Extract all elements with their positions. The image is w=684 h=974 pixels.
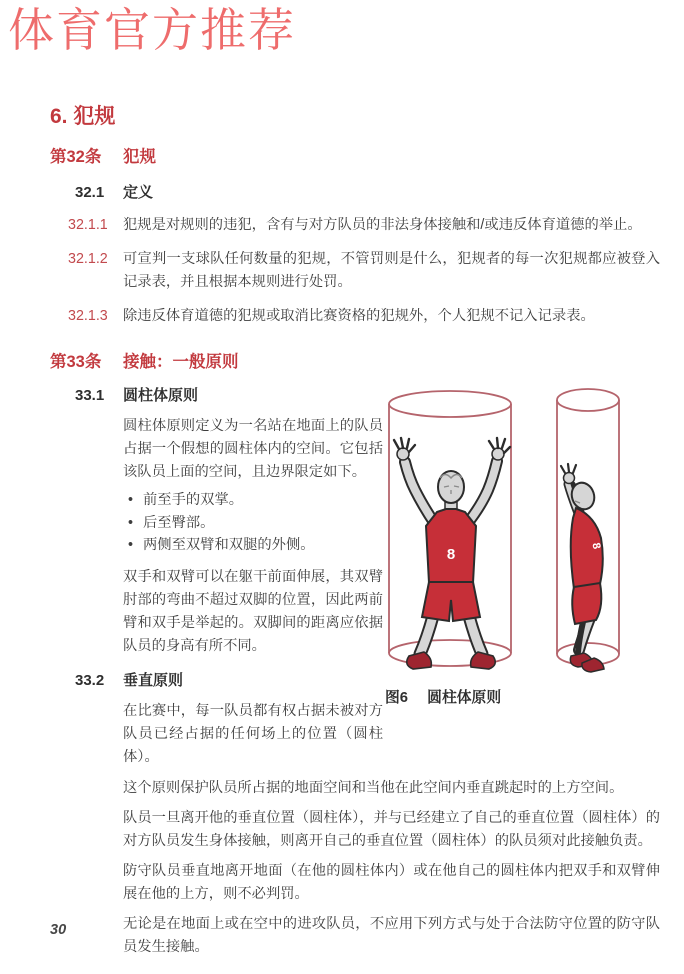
bullet-text-front: 前至手的双掌。 <box>143 492 244 508</box>
defender-jump-text: 防守队员垂直地离开地面（在他的圆柱体内）或在他自己的圆柱体内把双手和双臂伸展在他的上方，则不必判罚。 <box>123 862 660 902</box>
text-and-figure-zone <box>50 386 660 769</box>
clause-32-1-1-text: 犯规是对规则的违犯，含有与对方队员的非法身体接触和/或违反体育道德的举止。 <box>123 217 642 233</box>
section-33-2-heading <box>50 671 383 691</box>
verticality-paragraphs <box>50 777 660 959</box>
jersey-number-front: 8 <box>446 546 456 563</box>
article-33-label: 第33条 <box>50 353 102 371</box>
shoe-left <box>407 652 432 669</box>
article-33-title: 接触：一般原则 <box>123 353 239 371</box>
section-33-2-number: 33.2 <box>75 671 105 689</box>
section-32-1-heading <box>50 183 660 203</box>
figure-cylinder-illustration <box>385 386 621 676</box>
ground-space-text: 这个原则保护队员所占据的地面空间和当他在此空间内垂直跳起时的上方空间。 <box>123 779 624 796</box>
defender-jump-paragraph <box>50 860 660 906</box>
arms-extension-text: 双手和双臂可以在躯干前面伸展，其双臂肘部的弯曲不超过双脚的位置，因此两前臂和双手是举起的。双脚间的距离应依据队员的身高有所不同。 <box>123 568 383 654</box>
hand-profile <box>561 464 576 484</box>
player-profile-figure <box>561 464 604 672</box>
article-32-label: 第32条 <box>50 148 102 166</box>
bullet-item-rear <box>50 512 383 535</box>
section-33-1-title: 圆柱体原则 <box>123 387 199 404</box>
hand-left <box>394 438 415 460</box>
page-number: 30 <box>50 922 67 938</box>
section-32-1-number: 32.1 <box>75 184 105 201</box>
player-profile-shorts <box>572 583 601 624</box>
bullet-text-rear: 后至臀部。 <box>143 514 215 531</box>
figure-caption-label: 图6 <box>385 690 409 706</box>
clause-32-1-3-text: 除违反体育道德的犯规或取消比赛资格的犯规外，个人犯规不记入记录表。 <box>123 308 595 324</box>
leaving-cylinder-text: 队员一旦离开他的垂直位置（圆柱体），并与已经建立了自己的垂直位置（圆柱体）的对方队员发生身体接触，则离开自己的垂直位置（圆柱体）的队员须对此接触负责。 <box>123 809 660 849</box>
article-32-heading <box>50 147 660 168</box>
bullet-item-sides <box>50 534 383 557</box>
clause-32-1-2-text: 可宣判一支球队任何数量的犯规，不管罚则是什么，犯规者的每一次犯规都应被登入记录表，并且根据本规则进行处罚。 <box>123 251 660 290</box>
verticality-right-text: 在比赛中，每一队员都有权占据未被对方队员已经占据的任何场上的位置（圆柱体）。 <box>123 702 383 765</box>
jersey-number-profile: 8 <box>589 541 603 551</box>
clause-32-1-1 <box>50 214 660 237</box>
arms-extension-paragraph <box>50 566 383 658</box>
offense-contact-text: 无论是在地面上或在空中的进攻队员，不应用下列方式与处于合法防守位置的防守队员发生接触。 <box>123 915 660 955</box>
section-32-1-title: 定义 <box>123 184 154 201</box>
section-33-1-number: 33.1 <box>75 387 105 404</box>
cylinder-definition-paragraph <box>50 415 383 484</box>
clause-32-1-3 <box>50 305 660 328</box>
bullet-dot-icon: • <box>128 492 134 508</box>
bullet-dot-icon: • <box>128 537 134 553</box>
offense-contact-paragraph <box>50 913 660 959</box>
leaving-cylinder-paragraph <box>50 807 660 853</box>
clause-32-1-1-number: 32.1.1 <box>68 217 108 233</box>
bullet-dot-icon: • <box>128 514 134 531</box>
chapter-title: 6. 犯规 <box>50 105 116 128</box>
figure-column <box>383 386 634 769</box>
cylinder-definition-text: 圆柱体原则定义为一名站在地面上的队员占据一个假想的圆柱体内的空间。它包括该队员上面的空间，且边界限定如下。 <box>123 418 383 480</box>
article-32-title: 犯规 <box>123 148 156 166</box>
figure-caption <box>385 686 634 707</box>
clause-32-1-3-number: 32.1.3 <box>68 308 108 324</box>
hand-right <box>489 438 510 460</box>
page-content <box>50 104 660 959</box>
shoe-right <box>471 652 496 669</box>
section-33-1-heading <box>50 386 383 406</box>
verticality-right-paragraph <box>50 700 383 769</box>
article-33-heading <box>50 352 660 373</box>
bullet-text-sides: 两侧至双臂和双腿的外侧。 <box>143 537 315 553</box>
bullet-item-front <box>50 489 383 512</box>
watermark-text: 体育官方推荐 <box>8 3 296 57</box>
cylinder-boundary-list <box>50 489 383 557</box>
figure-caption-text: 圆柱体原则 <box>427 690 502 706</box>
player-front-figure <box>394 438 510 669</box>
rules-text-column <box>50 386 383 769</box>
ground-space-paragraph <box>50 777 660 800</box>
section-33-2-title: 垂直原则 <box>123 671 184 689</box>
clause-32-1-2 <box>50 248 660 294</box>
player-front-shorts <box>422 582 480 621</box>
clause-32-1-2-number: 32.1.2 <box>68 251 108 267</box>
